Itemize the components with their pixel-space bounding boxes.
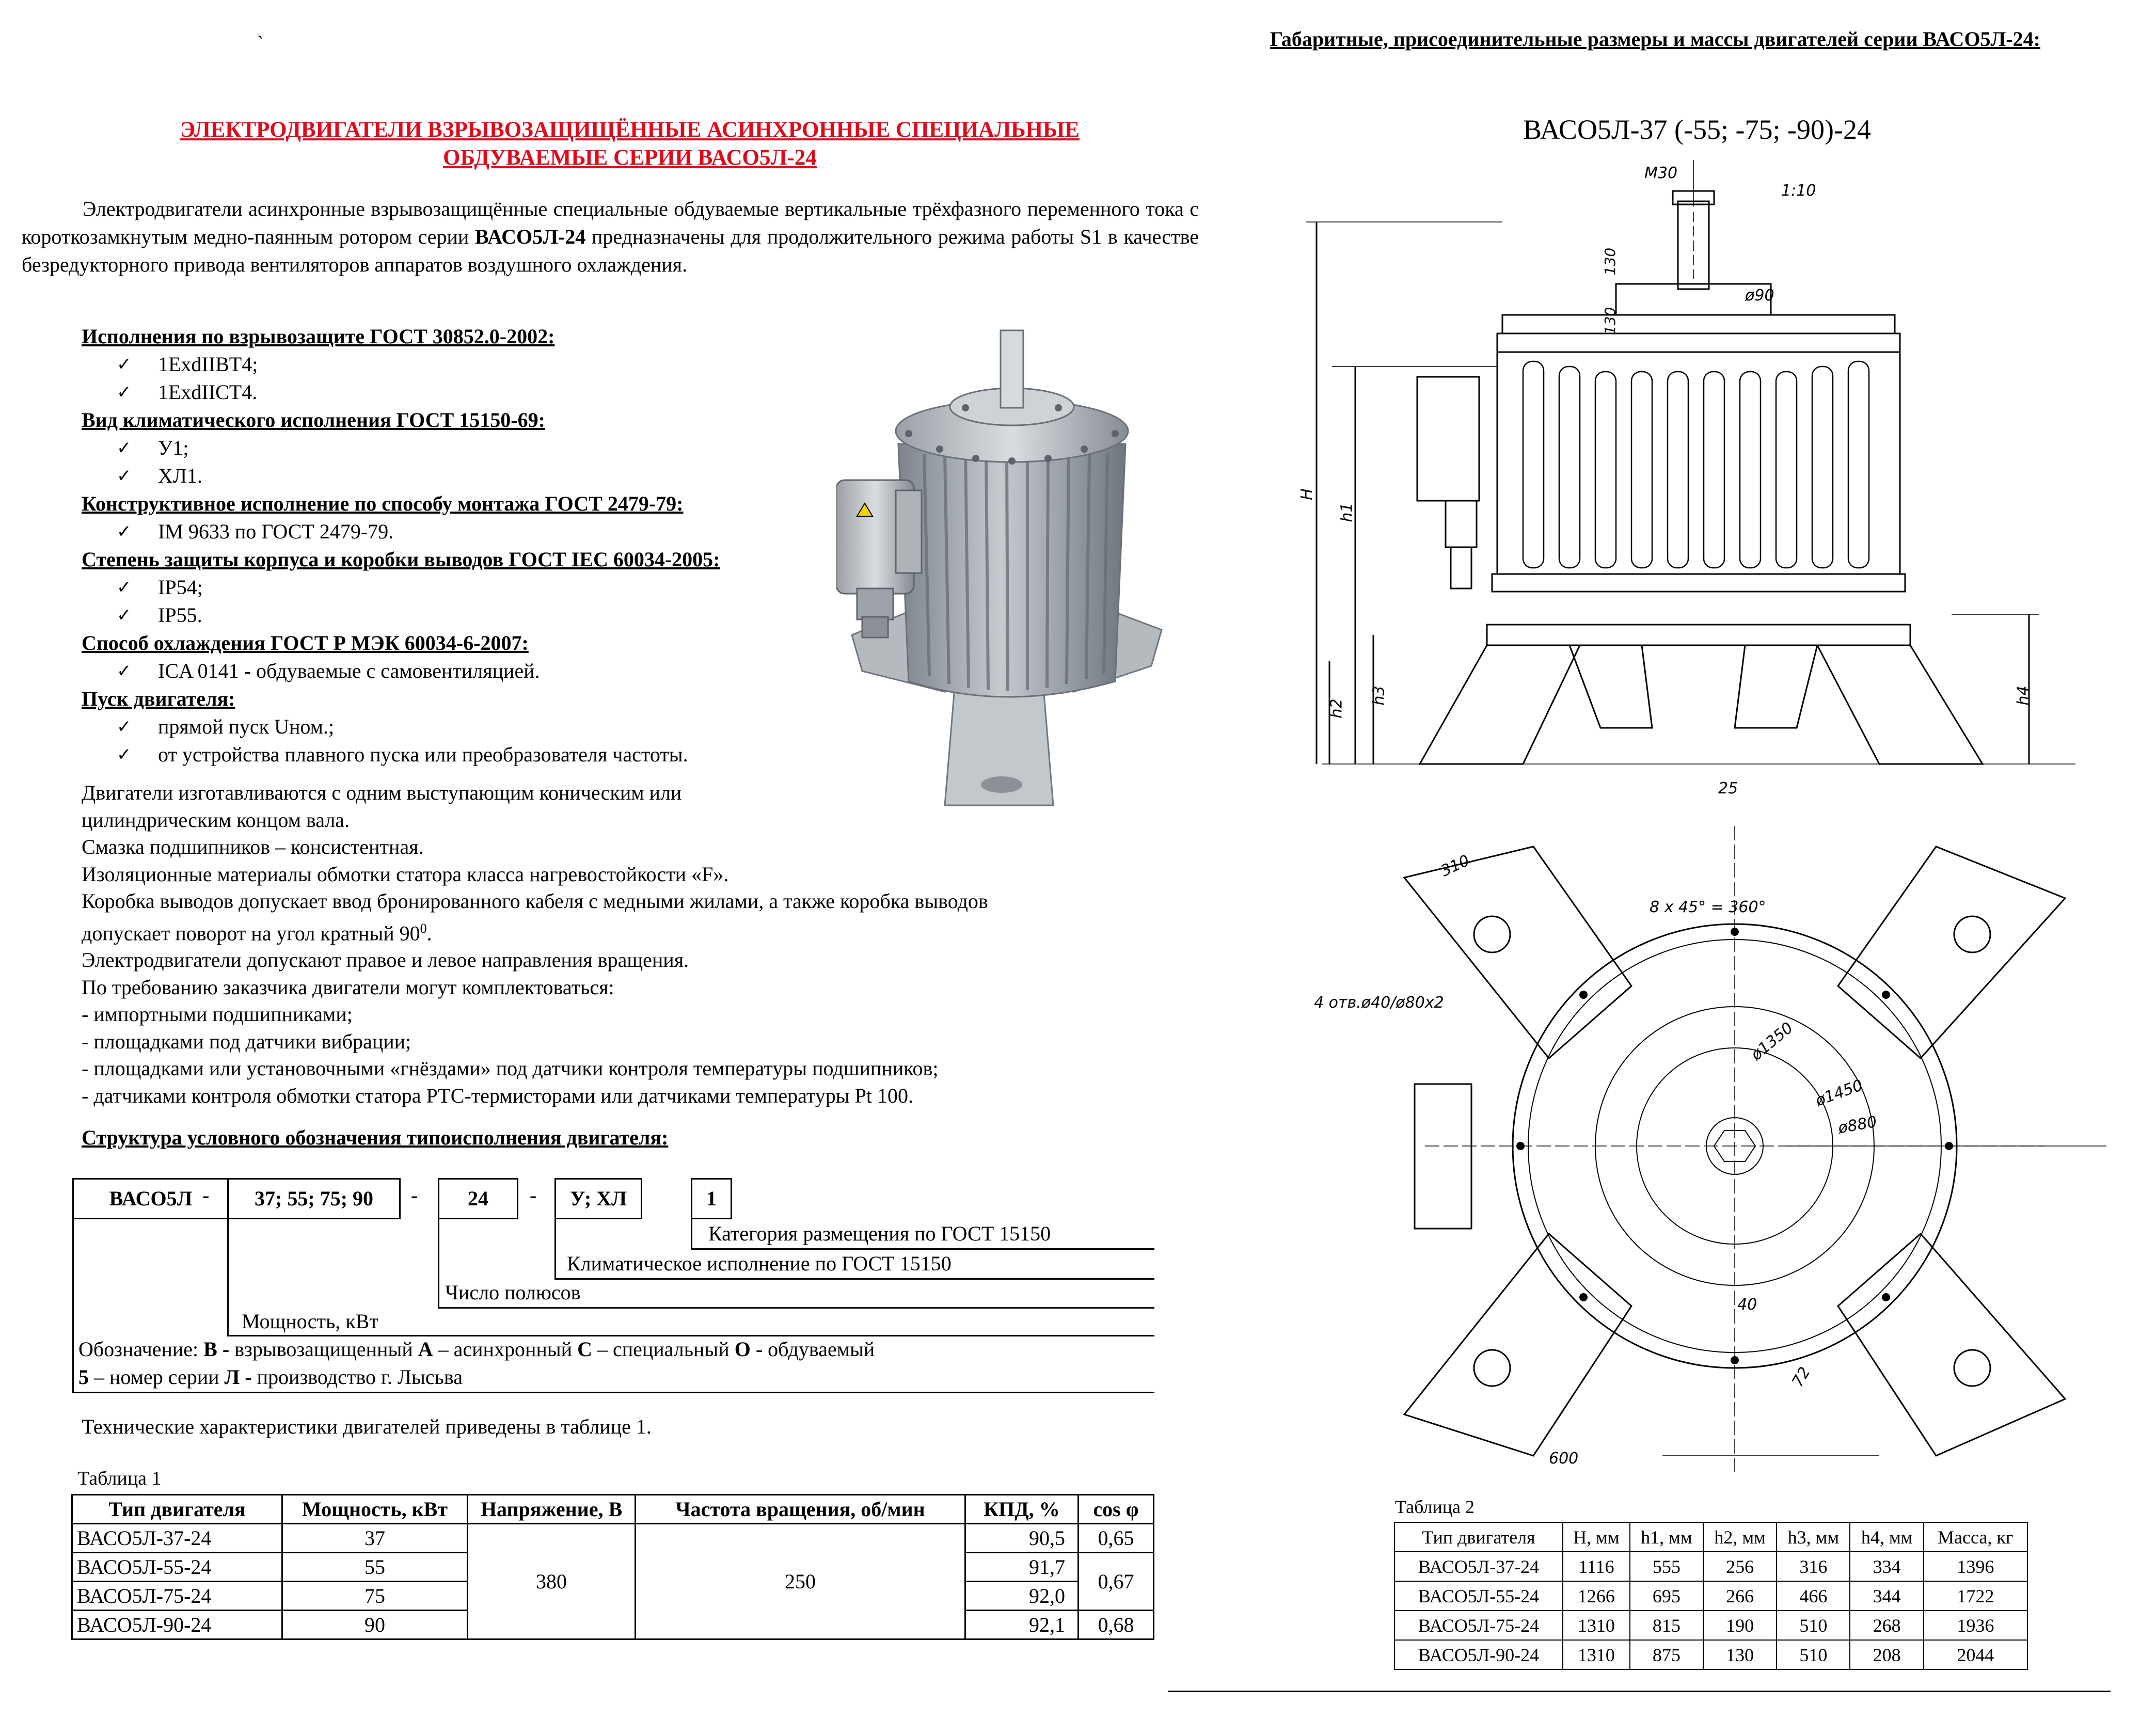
table-header-row [72, 1495, 1154, 1524]
col-speed: Частота вращения, об/мин [636, 1495, 965, 1524]
dim-130b: 130 [1602, 307, 1619, 335]
note-line: - площадками или установочными «гнёздами» под датчики контроля температуры подшипников; [82, 1057, 939, 1080]
col-voltage: Напряжение, В [468, 1495, 636, 1524]
col-h1: h1, мм [1630, 1522, 1703, 1552]
intro-part-2: предназначены для продолжительного режима работы S1 в качестве безредукторного привода вентиляторов аппаратов воздушного охлаждения. [22, 225, 1199, 276]
spec-item: ✓ IP54; [82, 574, 804, 601]
struct-line [72, 1392, 1154, 1393]
dim-h4: h4 [2014, 686, 2033, 706]
spec-heading-mounting: Конструктивное исполнение по способу монтажа ГОСТ 2479-79: [82, 492, 684, 515]
note-line: Изоляционные материалы обмотки статора класса нагревостойкости «F». [82, 862, 729, 886]
footer-rule [1168, 1691, 2111, 1692]
dim-d90: ø90 [1745, 286, 1774, 305]
spec-heading-protection: Степень защиты корпуса и коробки выводов ГОСТ IEC 60034-2005: [82, 548, 720, 571]
spec-item: ✓ У1; [82, 434, 804, 462]
code-box-placement: 1 [691, 1178, 732, 1219]
col-h4: h4, мм [1850, 1522, 1923, 1552]
label-climatic: Климатическое исполнение по ГОСТ 15150 [567, 1252, 952, 1275]
dim-h3: h3 [1370, 686, 1388, 706]
dim-d1350: ø1350 [1747, 1018, 1797, 1064]
code-dash: - [411, 1184, 418, 1207]
code-box-poles: 24 [438, 1178, 518, 1219]
dim-h2: h2 [1327, 698, 1346, 719]
note-line: - площадками под датчики вибрации; [82, 1029, 411, 1053]
table2-caption: Таблица 2 [1395, 1497, 1475, 1517]
spec-heading-climate: Вид климатического исполнения ГОСТ 15150-69: [82, 408, 545, 432]
spec-item: ✓ прямой пуск Uном.; [82, 713, 804, 741]
model-title: ВАСО5Л-37 (-55; -75; -90)-24 [1523, 114, 1871, 145]
table-row: ВАСО5Л-75-24 1310 815 190 510 268 1936 [1394, 1611, 2027, 1640]
struct-line [691, 1248, 1154, 1250]
spec-item: ✓ 1ExdIICT4. [82, 378, 804, 406]
dim-angle: 8 x 45° = 360° [1650, 898, 1766, 916]
code-box-power: 37; 55; 75; 90 [227, 1178, 401, 1219]
dim-600: 600 [1549, 1450, 1579, 1468]
code-dash: - [530, 1184, 537, 1207]
col-type: Тип двигателя [1394, 1522, 1563, 1552]
col-h3: h3, мм [1777, 1522, 1850, 1552]
struct-line [227, 1335, 1154, 1336]
struct-line [227, 1216, 229, 1336]
table-row: ВАСО5Л-75-24 75 92,0 [72, 1582, 1154, 1611]
table-row: ВАСО5Л-90-24 90 92,1 0,68 [72, 1611, 1154, 1640]
motor-photo [836, 320, 1177, 816]
intro-series: ВАСО5Л-24 [475, 225, 586, 248]
legend-line-2: 5 – номер серии Л - производство г. Лысьва [78, 1365, 463, 1389]
spec-heading-start: Пуск двигателя: [82, 687, 235, 710]
side-view-drawing [1280, 150, 2075, 836]
col-eff: КПД, % [965, 1495, 1079, 1524]
dim-d1450: ø1450 [1813, 1076, 1865, 1110]
note-line: допускает поворот на угол кратный $90^0$. [82, 920, 432, 945]
dim-m30: М30 [1644, 164, 1678, 182]
voltage-cell: 380 [468, 1524, 636, 1640]
table-row: ВАСО5Л-55-24 1266 695 266 466 344 1722 [1394, 1581, 2027, 1611]
table1 [71, 1494, 1154, 1640]
spec-item: ✓ 1ExdIIBT4; [82, 351, 804, 378]
tech-note: Технические характеристики двигателей приведены в таблице 1. [82, 1415, 652, 1438]
col-power: Мощность, кВт [282, 1495, 468, 1524]
note-line: Двигатели изготавливаются с одним выступающим коническим или [82, 781, 682, 804]
intro-paragraph [22, 195, 1199, 279]
table2 [1394, 1522, 2028, 1670]
dim-40: 40 [1737, 1296, 1757, 1314]
struct-line [438, 1307, 1154, 1309]
note-line: Электродвигатели допускают правое и левое направления вращения. [82, 948, 689, 972]
table-row: ВАСО5Л-90-24 1310 875 130 510 208 2044 [1394, 1640, 2027, 1669]
tick-mark: ` [257, 33, 264, 54]
table1-caption: Таблица 1 [77, 1468, 162, 1489]
struct-line [554, 1278, 1154, 1280]
note-line: Коробка выводов допускает ввод бронированного кабеля с медными жилами, а также коробка выводов [82, 889, 988, 913]
note-line: Смазка подшипников – консистентная. [82, 835, 424, 858]
dim-310: 310 [1438, 851, 1472, 881]
spec-heading-cooling: Способ охлаждения ГОСТ Р МЭК 60034-6-2007: [82, 631, 529, 655]
code-box-series: ВАСО5Л [72, 1178, 229, 1219]
code-box-climate: У; ХЛ [554, 1178, 642, 1219]
struct-line [554, 1216, 556, 1279]
dim-d880: ø880 [1836, 1112, 1879, 1138]
intro-part-1: Электродвигатели асинхронные взрывозащищённые специальные обдуваемые вертикальные трёхфазного переменного тока с короткозамкнутым медно-паянным ротором серии [22, 197, 1199, 248]
struct-line [72, 1216, 74, 1393]
code-dash: - [202, 1184, 210, 1207]
col-type: Тип двигателя [72, 1495, 282, 1524]
title-line-2: ОБДУВАЕМЫЕ СЕРИИ ВАСО5Л-24 [443, 146, 817, 170]
label-placement: Категория размещения по ГОСТ 15150 [708, 1222, 1051, 1245]
note-line: По требованию заказчика двигатели могут комплектоваться: [82, 975, 614, 999]
note-line: - импортными подшипниками; [82, 1002, 353, 1026]
dim-holes: 4 отв.ø40/ø80x2 [1314, 994, 1444, 1012]
col-cos: cos φ [1079, 1495, 1154, 1524]
top-view-drawing [1363, 816, 2106, 1487]
dim-130a: 130 [1602, 247, 1619, 276]
spec-item: ✓ ICA 0141 - обдуваемые с самовентиляцией. [82, 657, 804, 685]
note-line: цилиндрическим концом вала. [82, 808, 350, 832]
col-mass: Масса, кг [1924, 1522, 2027, 1552]
dim-h1: h1 [1338, 502, 1356, 522]
table-header-row [1394, 1522, 2027, 1552]
spec-item: ✓ IP55. [82, 601, 804, 629]
document-title [72, 116, 1187, 172]
col-h2: h2, мм [1703, 1522, 1777, 1552]
label-poles: Число полюсов [445, 1281, 581, 1304]
speed-cell: 250 [636, 1524, 965, 1640]
spec-item: ✓ от устройства плавного пуска или преобразователя частоты. [82, 741, 804, 769]
struct-line [438, 1216, 439, 1308]
struct-line [691, 1216, 692, 1249]
spec-item: ✓ IM 9633 по ГОСТ 2479-79. [82, 518, 804, 546]
table-row: ВАСО5Л-37-24 1116 555 256 316 334 1396 [1394, 1552, 2027, 1581]
label-power: Мощность, кВт [242, 1310, 378, 1333]
col-H: H, мм [1563, 1522, 1630, 1552]
degree-superscript: 0 [420, 920, 427, 936]
dim-72: 72 [1788, 1364, 1814, 1390]
spec-list [82, 323, 804, 769]
title-line-1: ЭЛЕКТРОДВИГАТЕЛИ ВЗРЫВОЗАЩИЩЁННЫЕ АСИНХРОННЫЕ СПЕЦИАЛЬНЫЕ [180, 118, 1080, 142]
legend-line-1: Обозначение: В - взрывозащищенный А – асинхронный С – специальный О - обдуваемый [78, 1338, 875, 1361]
note-line: - датчиками контроля обмотки статора РТС-термисторами или датчиками температуры Pt 100. [82, 1084, 913, 1107]
structure-heading: Структура условного обозначения типоисполнения двигателя: [82, 1126, 669, 1149]
spec-heading-explosion: Исполнения по взрывозащите ГОСТ 30852.0-2002: [82, 325, 555, 348]
dimensions-heading: Габаритные, присоединительные размеры и массы двигателей серии ВАСО5Л-24: [1270, 27, 2040, 51]
dim-25: 25 [1718, 779, 1738, 798]
dim-taper: 1:10 [1781, 182, 1816, 200]
notes-block [82, 779, 1207, 1109]
spec-item: ✓ ХЛ1. [82, 462, 804, 490]
dim-H: H [1297, 488, 1316, 500]
table-row: ВАСО5Л-55-24 55 91,7 0,67 [72, 1553, 1154, 1582]
table-row: ВАСО5Л-37-24 37 380 250 90,5 0,65 [72, 1524, 1154, 1553]
